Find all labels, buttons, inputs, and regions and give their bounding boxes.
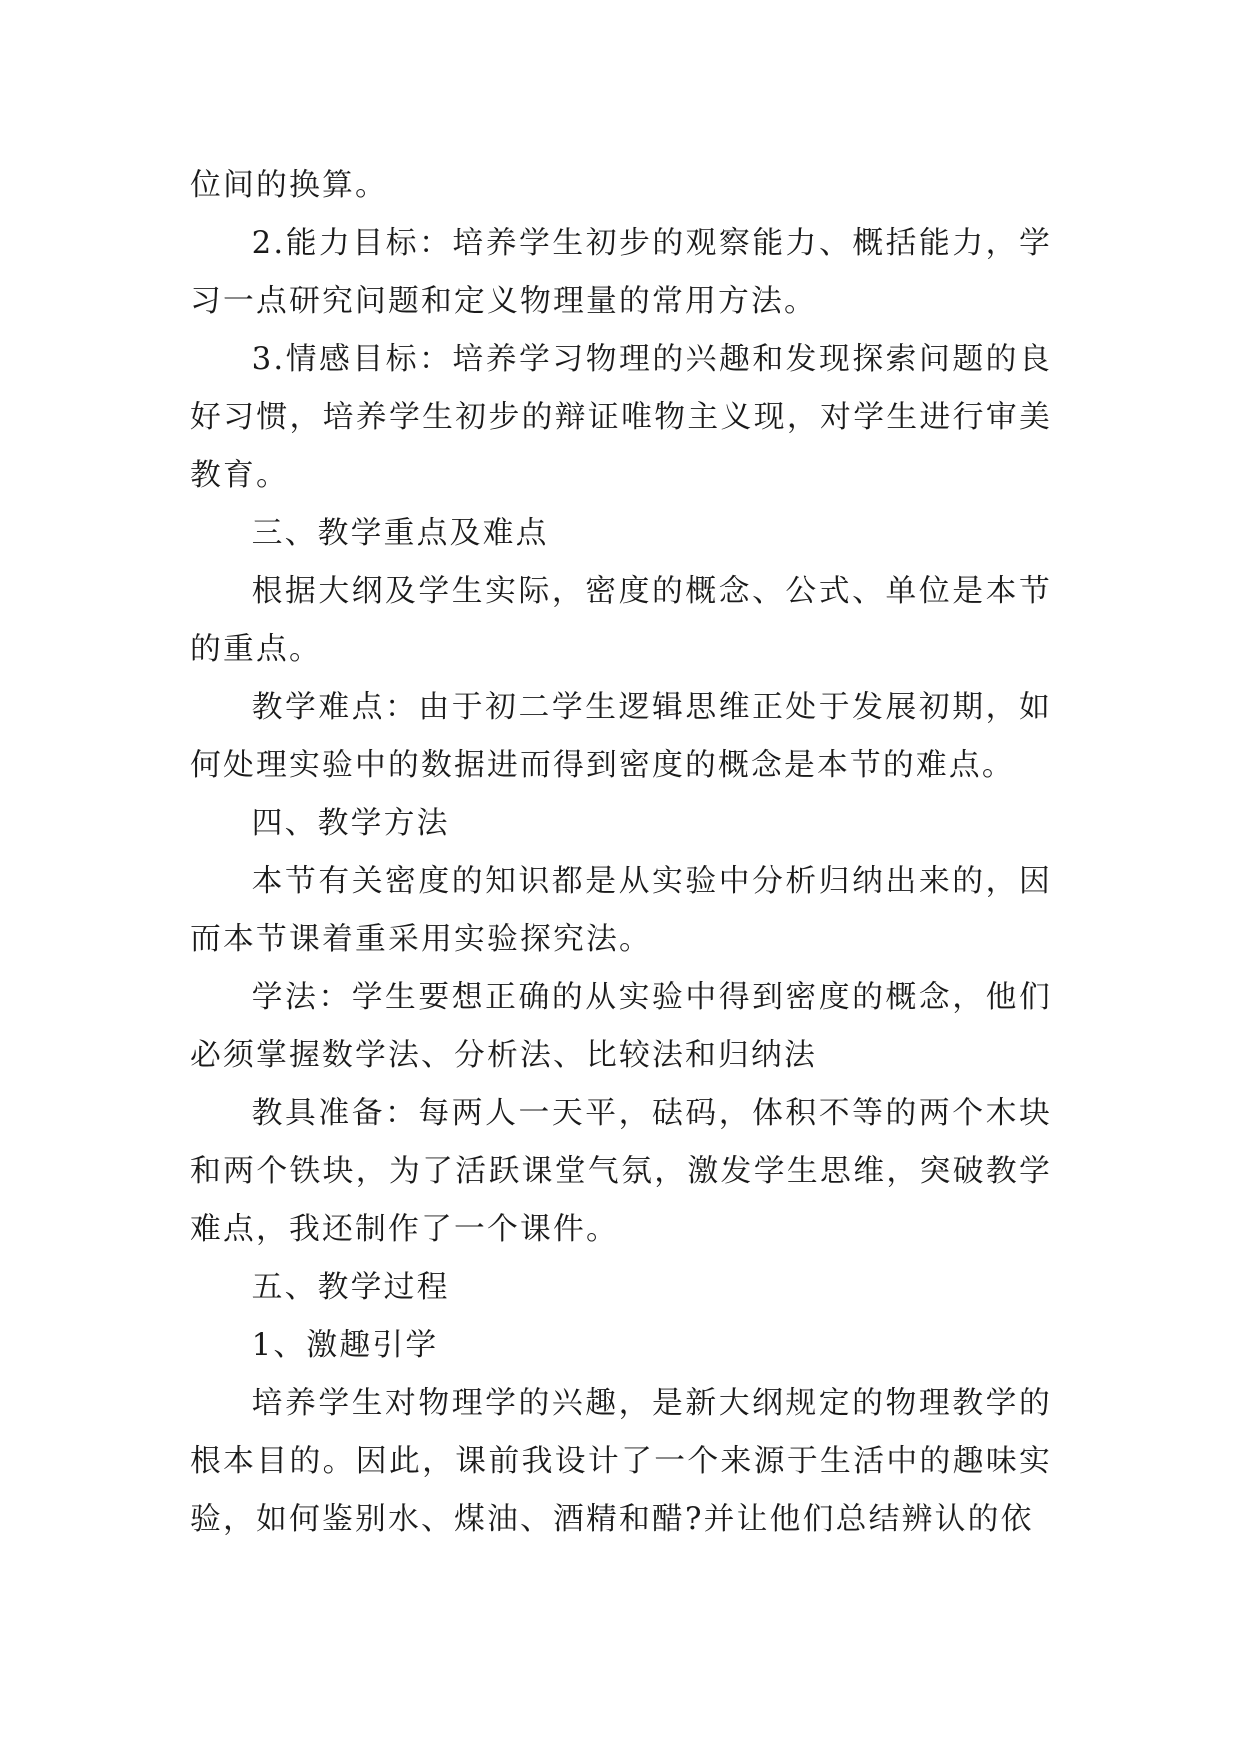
paragraph-teaching-tools: 教具准备：每两人一天平，砝码，体积不等的两个木块和两个铁块，为了活跃课堂气氛，激发学生思维，突破教学难点，我还制作了一个课件。 bbox=[190, 1095, 1052, 1247]
document-body bbox=[190, 156, 1052, 1548]
paragraph-ability-goal: 2.能力目标：培养学生初步的观察能力、概括能力，学习一点研究问题和定义物理量的常用方法。 bbox=[190, 225, 1052, 319]
paragraph-unit-conversion-end: 位间的换算。 bbox=[190, 167, 388, 203]
paragraph-emotion-goal: 3.情感目标：培养学习物理的兴趣和发现探索问题的良好习惯，培养学生初步的辩证唯物主义现，对学生进行审美教育。 bbox=[190, 341, 1052, 493]
heading-step-one: 1、激趣引学 bbox=[251, 1327, 439, 1363]
heading-key-points: 三、教学重点及难点 bbox=[251, 515, 549, 551]
paragraph-key-points: 根据大纲及学生实际，密度的概念、公式、单位是本节的重点。 bbox=[190, 573, 1052, 667]
paragraph-difficulty: 教学难点：由于初二学生逻辑思维正处于发展初期，如何处理实验中的数据进而得到密度的概念是本节的难点。 bbox=[190, 689, 1052, 783]
heading-teaching-method: 四、教学方法 bbox=[251, 805, 450, 841]
paragraph-teaching-method: 本节有关密度的知识都是从实验中分析归纳出来的，因而本节课着重采用实验探究法。 bbox=[190, 863, 1052, 957]
heading-teaching-process: 五、教学过程 bbox=[251, 1269, 450, 1305]
paragraph-interest: 培养学生对物理学的兴趣，是新大纲规定的物理教学的根本目的。因此，课前我设计了一个来源于生活中的趣味实验，如何鉴别水、煤油、酒精和醋?并让他们总结辨认的依 bbox=[190, 1385, 1052, 1537]
paragraph-learning-method: 学法：学生要想正确的从实验中得到密度的概念，他们必须掌握数学法、分析法、比较法和归纳法 bbox=[190, 979, 1052, 1073]
